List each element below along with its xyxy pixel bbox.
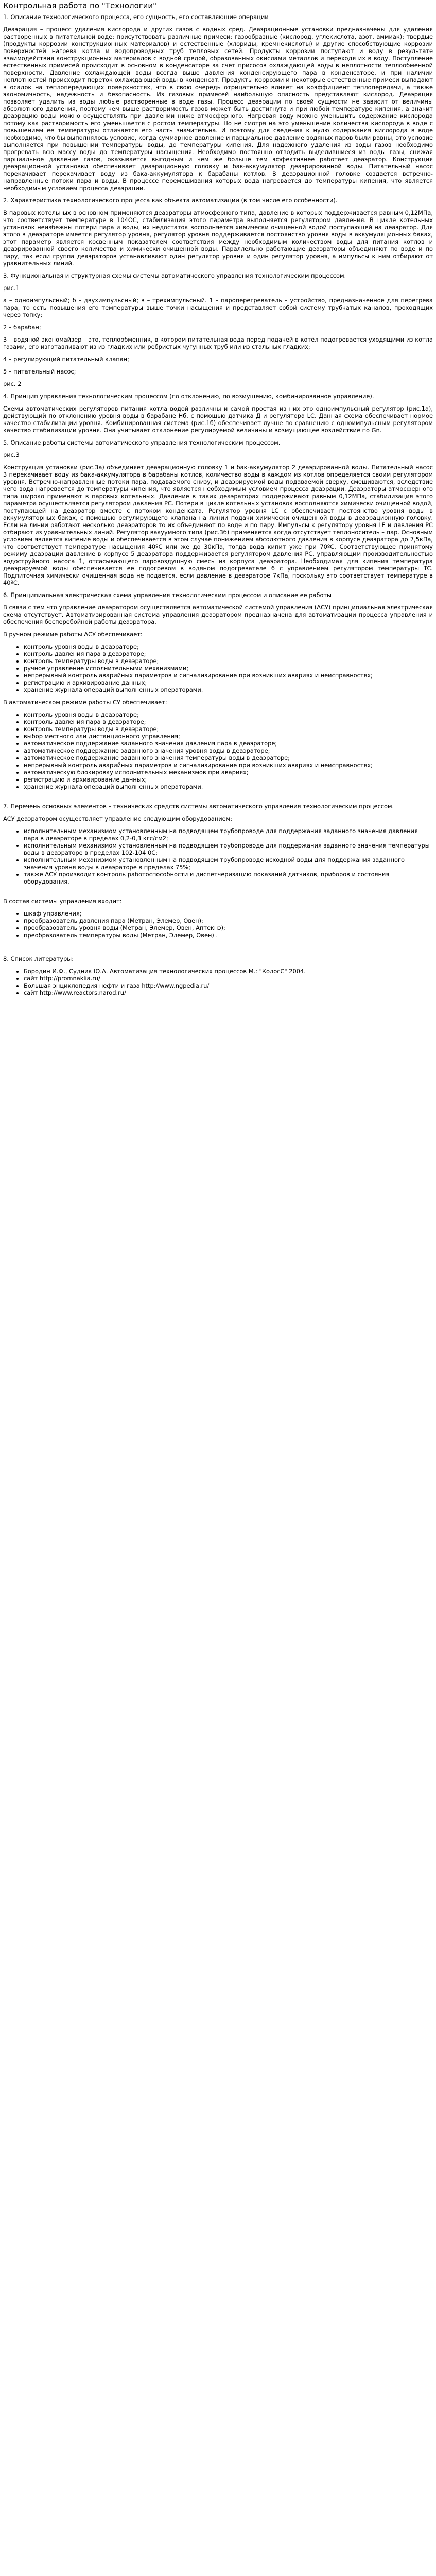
list-item: • контроль уровня воды в деаэраторе;	[24, 711, 433, 718]
list-item: • непрерывный контроль аварийных параметров и сигнализирование при возникших авариях и неисправностях;	[24, 761, 433, 769]
document-page	[0, 0, 436, 1007]
paragraph: 1. Описание технологического процесса, его сущность, его составляющие операции	[3, 13, 269, 21]
paragraph: Схемы автоматических регуляторов питания котла водой различны и самой простая из них это одноимпульсный регулятор (рис.1а), действующий по отклонению уровня воды в барабане Hб, с помощью датчика Д и регулятора LC. Данная схема обеспечивает нормое качество стабилизации уровня. Комбинированная система (рис.1б) обеспечивает лучше по сравнению с одноимпульсным регулятором качество стабилизации уровня. Она учитывает отклонение регулируемой величины и возмущающее воздействие по Gn.	[3, 405, 433, 434]
list-item: • непрерывный контроль аварийных параметров и сигнализирование при возникших авариях и неисправностях;	[24, 672, 433, 679]
paragraph: Конструкция установки (рис.3а) объединяет деаэрационную головку 1 и бак-аккумулятор 2 деаэрированной воды. Питательный насос 3 перекачивает воду из бака-аккумулятора в барабаны котлов, количество воды в каждом из котлов определяется своим регулятором уровня. Встречно-направленные потоки пара, подаваемого снизу, и деаэрируемой воды подаваемой сверху, смешиваются, вследствие чего вода нагревается до температуры кипения, что является необходимым условием процесса деаэрации. Деаэраторы атмосферного типа широко применяют в паровых котельных. Давление в таких деаэраторах поддерживают равным 0,12МПа, стабилизация этого параметра осуществляется регулятором давления PC. Потери в цикле котельных установок восполняются химически очищенной водой, поступающей на деаэратор вместе с потоком конденсата. Регулятор уровня LC с обеспечивает постоянство уровня воды в аккумуляторных баках, с помощью регулирующего клапана на линии подачи химически очищенной воды в деаэрационную головку. Если на линии работают несколько деаэраторов то их объединяют по воде и по пару. Импульсы к регулятору уровня LE и давления PC отбирают из уравнительных линий. Регулятор вакуумного типа (рис.3б) применяется когда отсутствует теплоноситель – пар. Основным условием является кипение воды и обеспечивается в этом случае понижением абсолютного давления в корпусе деаэратора до 7,5кПа, что соответствует температуре насыщения 40ºС или же до 30кПа, тогда вода кипит уже при 70ºС. Соответствующее принятому режиму деаэрации давление в корпусе 5 деаэратора поддерживается регулятором давления PC, управляющим производительностью водоструйного насоса 1, отсасывающего паровоздушную смесь из корпуса деаэратора. Необходимая для кипения температура деаэрируемой воды обеспечивается ее подогревом в водяном подогревателе 6 с управлением регулятором температуры TC. Подпиточная химически очищенная вода не подается, если давление в деаэраторе 7кПа, поскольку это соответствует температуре в 40ºС.	[3, 464, 433, 586]
paragraph: В паровых котельных в основном применяются деаэраторы атмосферного типа, давление в которых поддерживается равным 0,12МПа, что соответствует температуре в 104ОС, стабилизация этого параметра выполняется регулятором давления. В цикле котельных установок неизбежны потери пара и воды, их недостаток восполняется химически очищенной водой поступающей на деаэратор. Для этого в деаэраторе имеется регулятор уровня, регулятор уровня поддерживается постоянство уровня воды в аккумуляционных баках, этот параметр является косвенным показателем соответствия между необходимым количеством воды для питания котлов и деаэрированной своего количества и химически очищенной воды. Параллельно работающие деаэраторы объединяют по воде и по пару, так если группа деаэраторов устанавливают один регулятор уровня и один регулятор уровня, а импульсы к ним отбирают от уравнительных линий.	[3, 209, 433, 267]
paragraph: 2. Характеристика технологического процесса как объекта автоматизации (в том числе его особенности).	[3, 197, 338, 204]
paragraph: 6. Принципиальная электрическая схема управления технологическим процессом и описание ее работы	[3, 591, 332, 599]
bullet-list	[3, 968, 433, 996]
paragraph: 5 – питательный насос;	[3, 368, 76, 375]
list-item: • Бородин И.Ф., Судник Ю.А. Автоматизация технологических процессов М.: "КолосС" 2004.	[24, 968, 433, 975]
paragraph: АСУ деаэратором осуществляет управление следующим оборудованием:	[3, 815, 233, 822]
paragraph: 3 – водяной экономайзер – это, теплообменник, в котором питательная вода перед подачей в котёл подогревается уходящими из котла газами, его изготавливают из из гладких или ребристых чугунных труб или из стальных гладких;	[3, 336, 433, 350]
paragraph: В ручном режиме работы АСУ обеспечивает:	[3, 631, 143, 638]
list-item: • контроль давления пара в деаэраторе;	[24, 718, 433, 725]
list-item: • контроль давления пара в деаэраторе;	[24, 650, 433, 657]
list-item: • преобразователь уровня воды (Метран, Элемер, Овен, Аптекнэ);	[24, 924, 433, 931]
paragraph: 4. Принцип управления технологическим процессом (по отклонению, по возмущению, комбинированное управление).	[3, 393, 374, 400]
list-item: • исполнительным механизмом установленным на подводящем трубопроводе для поддержания заданного значения температуры воды в деаэраторе в пределах 102-104 0С;	[24, 842, 433, 856]
paragraph: Деаэрация – процесс удаления кислорода и других газов с водных сред. Деаэрационные установки предназначены для удаления растворенных в питательной воде; присутствовать различные примеси: газообразные (кислород, углекислота, азот, аммиак); твердые (продукты коррозии конструкционных материалов) и естественные (хлориды, кремнекислоты) и другие способствующие коррозии поверхностей нагрева котла и водопроводных труб тепловых сетей. Продукты коррозии поступают и воду в результате взаимодействия конструкционных материалов с водной средой, образованных окислами металлов и переходя их в воду. Поступление естественных примесей происходит в основном в конденсаторе за счет присосов охлаждающей воды в неплотности теплообменной поверхности. Давление охлаждающей воды всегда выше давления конденсирующего пара в конденсаторе, и при наличии неплотностей происходит переток охлаждающей воды в конденсат. Продукты коррозии и некоторые естественные примеси выпадают в осадок на теплопередающих поверхностях, что в свою очередь отрицательно влияет на коэффициент теплопередачи, а также экономичность, надежность и безопасность. Из газовых примесей наибольшую опасность представляют кислород. Деаэрация позволяет удалить из воды любые растворенные в воде газы. Процесс деаэрации по своей сущности не зависит от величины абсолютного давления, поэтому чем выше растворимость газов может быть достигнута и при любой температуре кипения, а значит деаэрацию воды можно осуществлять при давлении ниже атмосферного. Нагревая воду можно уменьшить содержание кислорода потому как растворимость его уменьшается с ростом температуры. Но не смотря на это уменьшение количества кислорода в воде с повышением ее температуры отличается его часть значительна. И поэтому для сведения к нулю содержания кислорода в воде необходимо, что бы выполнялось условие, когда суммарное давление и парциальное давление водяных паров были равны, это условие выполняется при повышении температуры воды, до температуры кипения. Для надежного удаления из воды газов необходимо прогревать всю массу воды до температуры насыщения. Необходимо постоянно отводить выделившиеся из воды газы, снижая парциальное давление газов, оказывается выгодным и чем же больше тем эффективнее работает деаэратор. Конструкция деаэрационной установки обеспечивает деаэрационную головку и бак-аккумулятор деаэрированной воды. Питательный насос перекачивает перекачивает воду из бака-аккумулятора к барабаны котлов. В деаэрационной головке создается встречно-направленные потоки пара и воды. В процессе перемешивания которых вода нагревается до температуры кипения, что является необходимым условием процесса деаэрации.	[3, 26, 433, 192]
paragraph: В автоматическом режиме работы СУ обеспечивает:	[3, 699, 167, 706]
list-item: • выбор местного или дистанционного управления;	[24, 733, 433, 740]
paragraph: 4 – регулирующий питательный клапан;	[3, 355, 129, 363]
list-item: • исполнительным механизмом установленным на подводящем трубопроводе исходной воды для поддержания заданного значения уровня воды в деаэраторе в пределах 75%;	[24, 856, 433, 871]
list-item: • регистрацию и архивирование данных;	[24, 679, 433, 686]
list-item: • автоматическую блокировку исполнительных механизмов при авариях;	[24, 769, 433, 776]
spacer	[3, 795, 433, 803]
document-body	[3, 13, 433, 996]
list-item: • сайт http://www.reactors.narod.ru/	[24, 989, 433, 996]
paragraph: 8. Список литературы:	[3, 955, 74, 962]
spacer	[3, 944, 433, 955]
list-item: • преобразователь температуры воды (Метран, Элемер, Овен) .	[24, 931, 433, 939]
bullet-list	[3, 827, 433, 885]
list-item: • также АСУ производит контроль работоспособности и диспетчеризацию показаний датчиков, приборов и состояния оборудования.	[24, 871, 433, 885]
list-item: • шкаф управления;	[24, 910, 433, 917]
list-item: • Большая энциклопедия нефти и газа http://www.ngpedia.ru/	[24, 982, 433, 989]
paragraph: рис.3	[3, 451, 20, 459]
list-item: • автоматическое поддержание заданного значения уровня воды в деаэраторе;	[24, 747, 433, 754]
bullet-list	[3, 910, 433, 939]
spacer	[3, 890, 433, 897]
list-item: • регистрацию и архивирование данных;	[24, 776, 433, 783]
bullet-list	[3, 643, 433, 693]
paragraph: рис. 2	[3, 380, 22, 387]
paragraph: В связи с тем что управление деаэратором осуществляется автоматической системой управления (АСУ) принципиальная электрическая схема отсутствует. Автоматизированная система управления деаэратором предназначена для автоматизации процесса управления и обеспечения бесперебойной работы деаэратора.	[3, 604, 433, 625]
paragraph: В состав системы управления входит:	[3, 897, 122, 905]
list-item: • сайт http://promnaklia.ru/	[24, 975, 433, 982]
list-item: • преобразователь давления пара (Метран, Элемер, Овен);	[24, 917, 433, 924]
list-item: • хранение журнала операций выполненных операторами.	[24, 686, 433, 693]
list-item: • контроль уровня воды в деаэраторе;	[24, 643, 433, 650]
list-item: • автоматическое поддержание заданного значения температуры воды в деаэраторе;	[24, 754, 433, 761]
list-item: • контроль температуры воды в деаэраторе;	[24, 725, 433, 733]
paragraph: 3. Функциональная и структурная схемы системы автоматического управления технологическим процессом.	[3, 272, 346, 279]
paragraph: а – одноимпульсный; б – двухимпульсный; в – трехимпульсный. 1 – пароперегреватель – устройство, предназначенное для перегрева пара, то есть повышения его температуры выше точки насыщения и представляет собой систему трубчатых каналов, проходящих через топку;	[3, 297, 433, 318]
list-item: • исполнительным механизмом установленным на подводящем трубопроводе для поддержания заданного значения давления пара в деаэраторе в пределах 0,2-0,3 кгс/см2;	[24, 827, 433, 842]
page-title: Контрольная работа по "Технологии"	[3, 1, 433, 11]
paragraph: рис.1	[3, 284, 20, 292]
list-item: • автоматическое поддержание заданного значения давления пара в деаэраторе;	[24, 740, 433, 747]
list-item: • хранение журнала операций выполненных операторами.	[24, 783, 433, 790]
paragraph: 2 – барабан;	[3, 324, 41, 331]
paragraph: 7. Перечень основных элементов – технических средств системы автоматического управления технологическим процессом.	[3, 803, 394, 810]
list-item: • контроль температуры воды в деаэраторе;	[24, 657, 433, 665]
paragraph: 5. Описание работы системы автоматического управления технологическим процессом.	[3, 439, 281, 446]
bullet-list	[3, 711, 433, 790]
list-item: • ручное управление исполнительными механизмами;	[24, 665, 433, 672]
